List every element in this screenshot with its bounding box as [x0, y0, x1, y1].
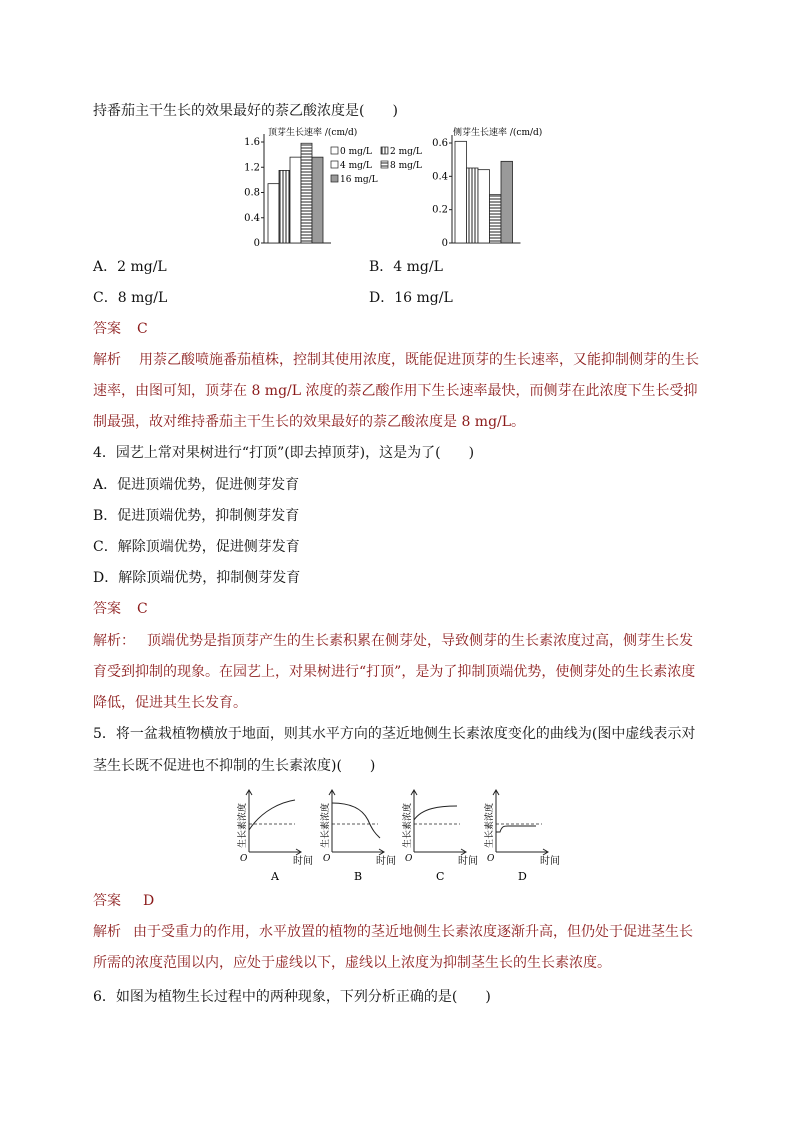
chart0-bar: [268, 184, 279, 243]
chart1-tick-label: 0: [441, 238, 448, 249]
chart0-tick-label: 0.8: [244, 187, 260, 199]
graph-origin: O: [323, 854, 331, 864]
legend-label: 16 mg/L: [340, 175, 378, 185]
q5-analysis-text: 由于受重力的作用，水平放置的植物的茎近地侧生长素浓度逐渐升高，但仍处于促进茎生长所需的浓度范围以内，应处于虚线以下，虚线以上浓度为抑制茎生长的生长素浓度。: [93, 924, 693, 971]
graph-ylabel: 生长素浓度: [403, 802, 413, 848]
chart1-tick-label: 0.2: [432, 204, 448, 216]
chart1-ylabel: 侧芽生长速率 /(cm/d): [453, 128, 543, 138]
graph-xlabel: 时间: [540, 856, 560, 867]
q4-option-b[interactable]: B．促进顶端优势，抑制侧芽发育: [93, 508, 300, 524]
q3-answer-label: 答案: [93, 321, 121, 337]
q4-analysis: [93, 626, 703, 719]
graph-xlabel: 时间: [376, 856, 396, 867]
q5-stem-line1: 5．将一盆栽植物横放于地面，则其水平方向的茎近地侧生长素浓度变化的曲线为(图中虚线表示对: [93, 726, 696, 742]
q5-answer-value: D: [143, 893, 155, 909]
graph-xlabel: 时间: [293, 856, 313, 867]
graph-curve: [332, 803, 380, 838]
q5-stem-line2: 茎生长既不促进也不抑制的生长素浓度)( ): [93, 758, 376, 774]
graph-ylabel: 生长素浓度: [238, 802, 248, 848]
graph-curve: [414, 806, 457, 820]
lateral-bud-chart: [432, 126, 542, 249]
q4-option-c[interactable]: C．解除顶端优势，促进侧芽发育: [93, 539, 300, 555]
q3-stem: 持番茄主干生长的效果最好的萘乙酸浓度是( ): [93, 103, 398, 119]
q5-analysis: [93, 917, 703, 979]
chart1-tick-label: 0.4: [432, 171, 448, 183]
graph-letter: D: [518, 870, 527, 883]
q5-analysis-label: 解析: [93, 924, 121, 940]
chart1-bar: [467, 168, 479, 243]
chart1-tick-label: 0.6: [432, 138, 448, 149]
q6-stem: 6．如图为植物生长过程中的两种现象，下列分析正确的是( ): [93, 989, 491, 1005]
q3-analysis-label: 解析: [93, 352, 121, 368]
q3-option-d[interactable]: D．16 mg/L: [369, 290, 453, 306]
q3-answer-value: C: [137, 321, 148, 337]
graph-origin: O: [240, 854, 248, 864]
graph-ylabel: 生长素浓度: [485, 802, 495, 848]
q4-option-a[interactable]: A．促进顶端优势，促进侧芽发育: [93, 477, 300, 493]
chart1-bar: [478, 170, 490, 243]
q3-analysis-text: 用萘乙酸喷施番茄植株，控制其使用浓度，既能促进顶芽的生长速率，又能抑制侧芽的生长速率，由图可知，顶芽在 8 mg/L 浓度的萘乙酸作用下生长速率最快，而侧芽在此浓度下生长受抑制最强，故对维持番茄主干生长的效果最好的萘乙酸浓度是 8 mg/L。: [93, 352, 699, 430]
legend-swatch: [331, 161, 338, 168]
q3-option-a[interactable]: A．2 mg/L: [93, 259, 167, 275]
chart0-bar: [301, 143, 312, 243]
chart1-bar: [501, 161, 513, 243]
chart0-bar: [312, 157, 323, 243]
apical-bud-chart: [244, 126, 357, 249]
chart0-bar: [290, 157, 301, 243]
graph-origin: O: [487, 854, 495, 864]
q3-answer-row: [93, 319, 148, 339]
chart1-bar: [455, 141, 467, 243]
chart0-tick-label: 0.4: [244, 212, 260, 224]
q3-option-c[interactable]: C．8 mg/L: [93, 290, 168, 306]
chart-legend: [331, 147, 422, 185]
q3-analysis: [93, 345, 703, 438]
chart1-bar: [490, 195, 502, 243]
q4-answer-value: C: [137, 601, 148, 617]
chart0-tick-label: 0: [253, 238, 260, 249]
graph-origin: O: [405, 854, 413, 864]
legend-label: 4 mg/L: [340, 161, 372, 171]
q5-answer-row: [93, 891, 154, 911]
legend-label: 2 mg/L: [390, 147, 422, 157]
chart0-tick-label: 1.2: [244, 162, 260, 174]
q4-answer-row: [93, 599, 148, 619]
q4-answer-label: 答案: [93, 601, 121, 617]
graph-curve: [496, 826, 536, 832]
graph-letter: C: [436, 870, 445, 883]
legend-swatch: [331, 175, 338, 182]
chart0-ylabel: 顶芽生长速率 /(cm/d): [268, 128, 358, 138]
bar-charts-figure: [0, 120, 794, 380]
chart0-bar: [279, 170, 290, 243]
legend-label: 8 mg/L: [390, 161, 422, 171]
q4-analysis-text: 顶端优势是指顶芽产生的生长素积累在侧芽处，导致侧芽的生长素浓度过高，侧芽生长发育受到抑制的现象。在园艺上，对果树进行“打顶”，是为了抑制顶端优势，使侧芽处的生长素浓度降低，促进其生长发育。: [93, 633, 696, 711]
q5-answer-label: 答案: [93, 893, 121, 909]
q4-stem: 4．园艺上常对果树进行“打顶”(即去掉顶芽)，这是为了( ): [93, 445, 475, 461]
graph-ylabel: 生长素浓度: [321, 802, 331, 848]
legend-swatch: [331, 147, 338, 154]
auxin-curve-graphs: [0, 780, 794, 890]
graph-xlabel: 时间: [458, 856, 478, 867]
legend-label: 0 mg/L: [340, 147, 372, 157]
graph-curve: [249, 800, 295, 830]
legend-swatch: [381, 147, 388, 154]
graph-letter: A: [271, 870, 279, 883]
q3-option-b[interactable]: B．4 mg/L: [369, 259, 443, 275]
graph-letter: B: [354, 870, 363, 883]
legend-swatch: [381, 161, 388, 168]
q4-analysis-label: 解析：: [93, 633, 135, 649]
q4-option-d[interactable]: D．解除顶端优势，抑制侧芽发育: [93, 570, 301, 586]
chart0-tick-label: 1.6: [244, 137, 260, 148]
